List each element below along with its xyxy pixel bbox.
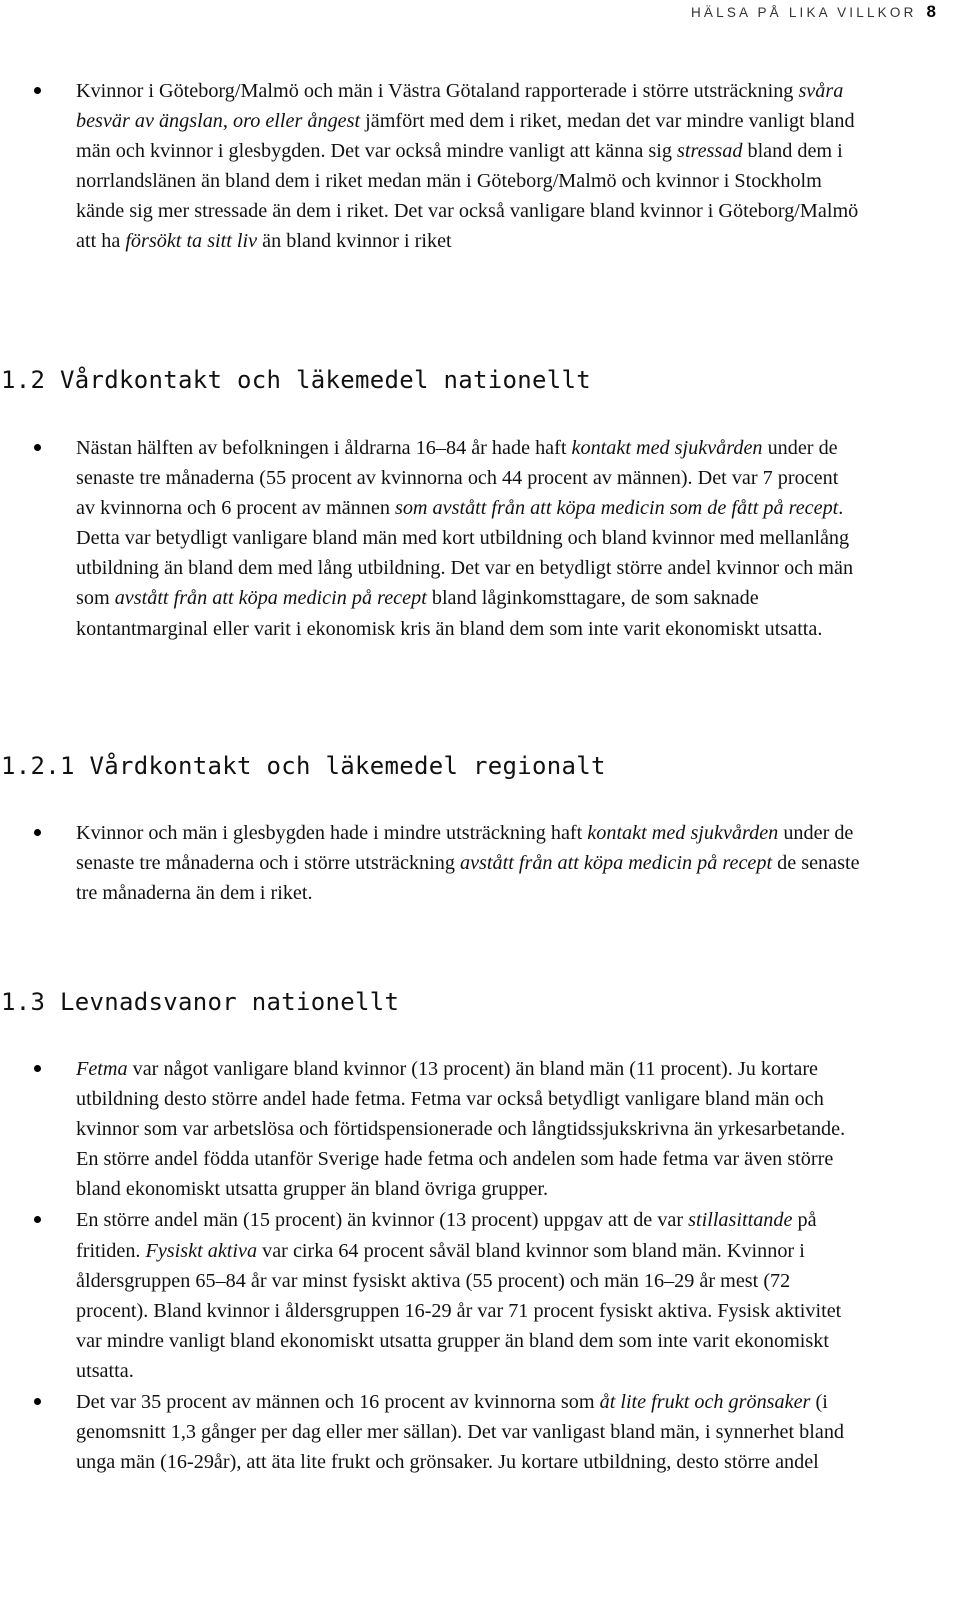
- bullet-list-vardkontakt-nationellt: [0, 433, 960, 644]
- emphasis-text: avstått från att köpa medicin på recept: [459, 852, 773, 875]
- running-header-title: HÄLSA PÅ LIKA VILLKOR: [690, 5, 917, 20]
- body-text: bland låginkomsttagare, de som saknade kontantmarginal eller varit i ekonomisk kris än bland dem som inte varit ekonomiskt utsatta.: [76, 587, 823, 640]
- page-number: 8: [926, 2, 936, 21]
- body-text: de senaste tre månaderna än dem i riket.: [76, 852, 860, 905]
- heading-levnadsvanor-nationellt: 1.3 Levnadsvanor nationellt: [1, 988, 400, 1016]
- body-text: under de senaste tre månaderna (55 procent av kvinnorna och 44 procent av männen). Det var 7 procent av kvinnorna och 6 procent av männen: [76, 437, 839, 520]
- bullet-item: [0, 818, 960, 908]
- bullet-dot-icon: [34, 87, 41, 94]
- body-text: Nästan hälften av befolkningen i åldrarna 16–84 år hade haft: [76, 437, 572, 459]
- body-text: under de senaste tre månaderna och i större utsträckning: [76, 822, 854, 875]
- body-text: jämfört med dem i riket, medan det var mindre vanligt bland män och kvinnor i glesbygden. Det var också mindre vanligt att känna sig: [76, 110, 855, 163]
- body-text: på fritiden.: [76, 1209, 817, 1262]
- emphasis-text: Fetma: [76, 1058, 128, 1080]
- emphasis-text: stillasittande: [688, 1209, 793, 1232]
- body-text: . Detta var betydligt vanligare bland män med kort utbildning och bland kvinnor med mellanlång utbildning än bland dem med lång utbildning. Det var en betydligt större andel kvinnor och män som: [76, 497, 854, 610]
- body-text: Kvinnor i Göteborg/Malmö och män i Västra Götaland rapporterade i större utsträckning: [76, 80, 799, 102]
- body-text: än bland kvinnor i riket: [257, 230, 452, 253]
- bullet-item: [0, 1054, 960, 1204]
- emphasis-text: avstått från att köpa medicin på recept: [114, 587, 427, 610]
- emphasis-text: kontakt med sjukvården: [571, 437, 763, 459]
- bullet-item: [0, 1205, 960, 1386]
- body-text: Det var 35 procent av männen och 16 procent av kvinnorna som: [76, 1391, 600, 1414]
- emphasis-text: Fysiskt aktiva: [145, 1239, 258, 1262]
- bullet-item: [0, 433, 960, 644]
- bullet-list-vardkontakt-regionalt: [0, 818, 960, 908]
- emphasis-text: försökt ta sitt liv: [125, 230, 258, 253]
- heading-vardkontakt-regionalt: 1.2.1 Vårdkontakt och läkemedel regionalt: [1, 752, 606, 780]
- bullet-dot-icon: [34, 1398, 41, 1405]
- emphasis-text: åt lite frukt och grönsaker: [599, 1391, 811, 1414]
- body-text: bland dem i norrlandslänen än bland dem i riket medan män i Göteborg/Malmö och kvinnor i Stockholm kände sig mer stressade än dem i riket. Det var också vanligare bland kvinnor i Göteborg/Malmö att ha: [76, 140, 859, 253]
- heading-vardkontakt-nationellt: 1.2 Vårdkontakt och läkemedel nationellt: [1, 366, 591, 394]
- bullet-list-levnadsvanor: [0, 1054, 960, 1477]
- running-header: [691, 2, 936, 22]
- bullet-item: [0, 1387, 960, 1477]
- emphasis-text: kontakt med sjukvården: [587, 822, 779, 844]
- bullet-list-intro: [0, 76, 960, 257]
- body-text: (i genomsnitt 1,3 gånger per dag eller mer sällan). Det var vanligast bland män, i synnerhet bland unga män (16-29år), att äta lite frukt och grönsaker. Ju kortare utbildning, desto större andel: [76, 1391, 845, 1474]
- emphasis-text: svåra besvär av ängslan, oro eller ångest: [76, 80, 844, 133]
- body-text: Kvinnor och män i glesbygden hade i mindre utsträckning haft: [76, 822, 588, 844]
- body-text: var cirka 64 procent såväl bland kvinnor som bland män. Kvinnor i åldersgruppen 65–84 år var minst fysiskt aktiva (55 procent) och män 16–29 år mest (72 procent). Bland kvinnor i åldersgruppen 16-29 år var 71 procent fysiskt aktiva. Fysisk aktivitet var mindre vanligt bland ekonomiskt utsatta grupper än bland dem som inte varit ekonomiskt utsatta.: [76, 1239, 842, 1382]
- bullet-dot-icon: [34, 1065, 41, 1072]
- bullet-item: [0, 76, 960, 257]
- bullet-dot-icon: [34, 829, 41, 836]
- emphasis-text: stressad: [677, 140, 743, 163]
- emphasis-text: som avstått från att köpa medicin som de fått på recept: [394, 497, 839, 520]
- bullet-dot-icon: [34, 1216, 41, 1223]
- body-text: En större andel män (15 procent) än kvinnor (13 procent) uppgav att de var: [76, 1209, 689, 1232]
- bullet-dot-icon: [34, 444, 41, 451]
- body-text: var något vanligare bland kvinnor (13 procent) än bland män (11 procent). Ju kortare utbildning desto större andel hade fetma. Fetma var också betydligt vanligare bland män och kvinnor som var arbetslösa och förtidspensionerade och långtidssjukskrivna än yrkesarbetande. En större andel födda utanför Sverige hade fetma och andelen som hade fetma var även större bland ekonomiskt utsatta grupper än bland övriga grupper.: [76, 1058, 846, 1201]
